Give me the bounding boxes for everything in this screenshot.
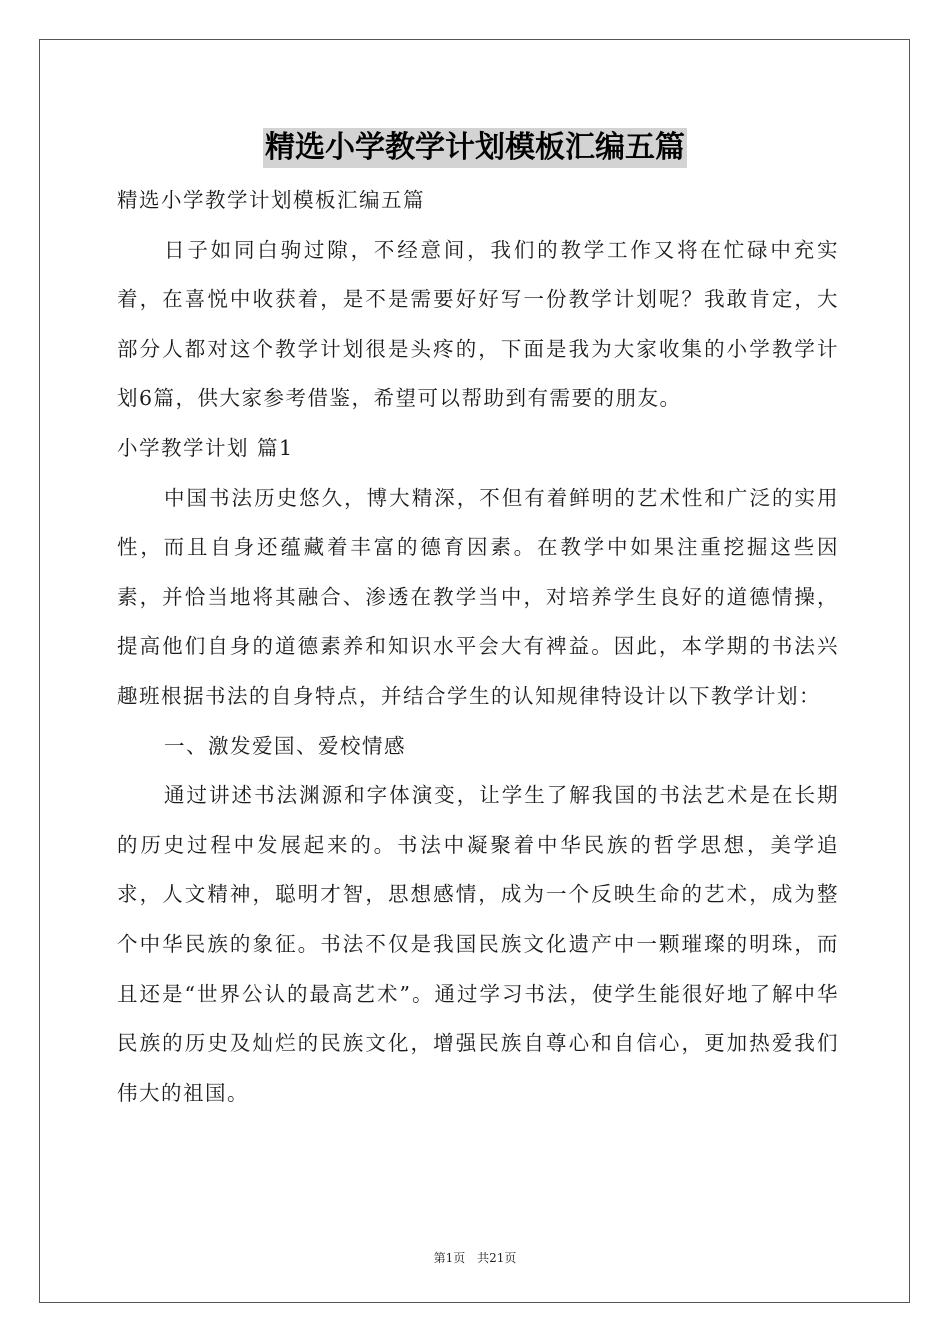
- page-total: 共21页: [477, 1251, 517, 1265]
- document-title: 精选小学教学计划模板汇编五篇: [263, 128, 687, 168]
- body-paragraph: 通过讲述书法渊源和字体演变，让学生了解我国的书法艺术是在长期的历史过程中发展起来的。书法中凝聚着中华民族的哲学思想，美学追求，人文精神，聪明才智，思想感情，成为一个反映生命的艺术，成为整个中华民族的象征。书法不仅是我国民族文化遗产中一颗璀璨的明珠，而且还是“世界公认的最高艺术”。通过学习书法，使学生能很好地了解中华民族的历史及灿烂的民族文化，增强民族自尊心和自信心，更加热爱我们伟大的祖国。: [117, 783, 839, 1105]
- body-paragraph: 中国书法历史悠久，博大精深，不但有着鲜明的艺术性和广泛的实用性，而且自身还蕴藏着丰富的德育因素。在教学中如果注重挖掘这些因素，并恰当地将其融合、渗透在教学当中，对培养学生良好的道德情操，提高他们自身的道德素养和知识水平会大有裨益。因此，本学期的书法兴趣班根据书法的自身特点，并结合学生的认知规律特设计以下教学计划：: [117, 485, 839, 708]
- document-body: [117, 176, 839, 1118]
- page-number: 第1页: [433, 1251, 466, 1265]
- subtitle-paragraph: 精选小学教学计划模板汇编五篇: [117, 188, 425, 212]
- intro-paragraph: 日子如同白驹过隙，不经意间，我们的教学工作又将在忙碌中充实着，在喜悦中收获着，是不是需要好好写一份教学计划呢？我敢肯定，大部分人都对这个教学计划很是头疼的，下面是我为大家收集的小学教学计划6篇，供大家参考借鉴，希望可以帮助到有需要的朋友。: [117, 237, 839, 411]
- title-container: [0, 128, 950, 168]
- page-footer: [0, 1249, 950, 1266]
- section-heading: 小学教学计划 篇1: [117, 435, 294, 460]
- subsection-heading: 一、激发爱国、爱校情感: [164, 733, 406, 758]
